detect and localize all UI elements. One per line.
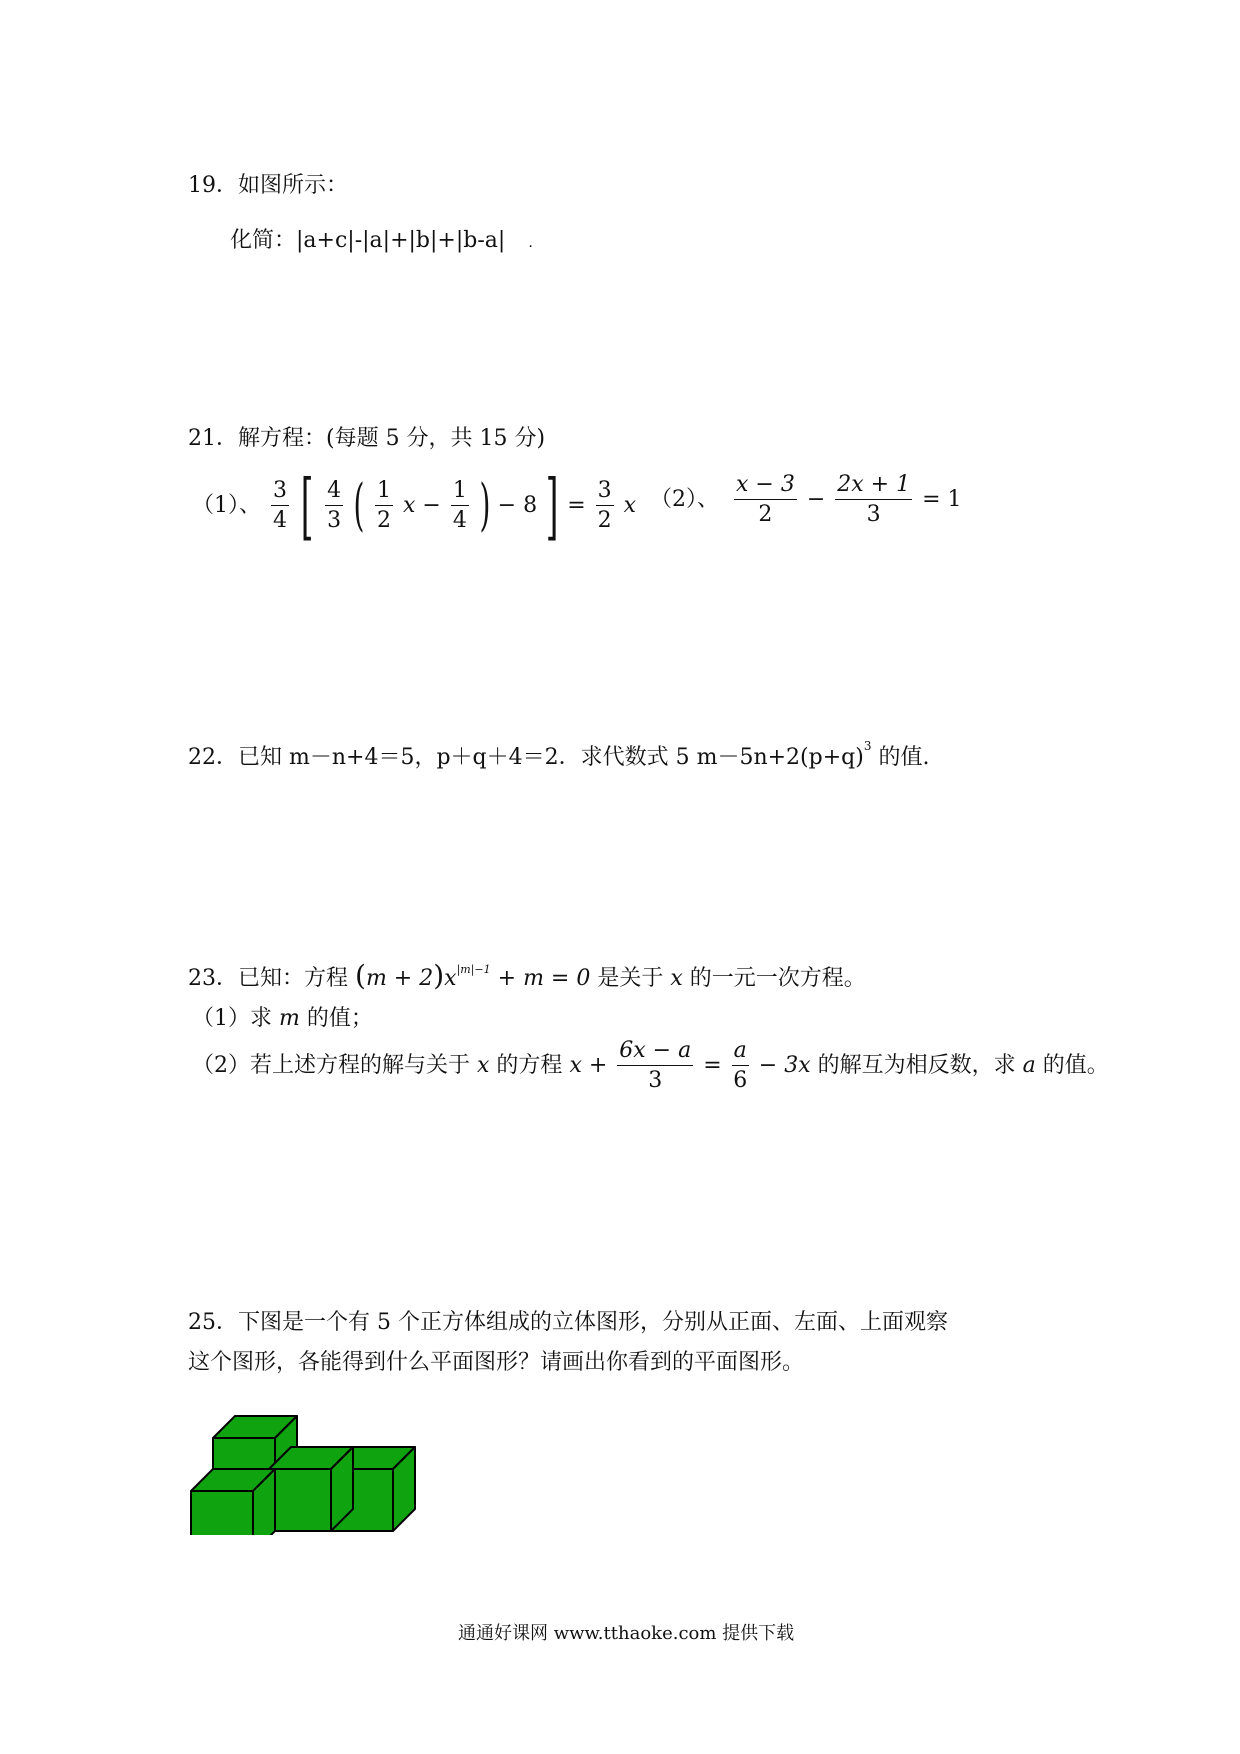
frac-x-3-over-2: $\frac{x - 3}{2}$ [736,472,795,527]
q23-title: 23．已知：方程 $(m + 2)x^{|m|-1} + m = 0$ 是关于 x 的一元一次方程。 [188,959,866,992]
cube-figure [185,1400,435,1535]
q22-text: 22．已知 m－n+4＝5，p＋q＋4＝2．求代数式 5 $m-5n+2(p+q)^3$ 的值. [188,739,930,770]
frac-3-4: $\frac{3}{4}$ [273,478,287,533]
q23-part1: （1）求 m 的值； [192,1006,373,1031]
q23-part2: （2）若上述方程的解与关于 x 的方程 x + $\frac{6x - a}{3}$ = $\frac{a}{6}$ − 3x 的解互为相反数，求 a 的值。 [192,1038,1109,1093]
cube-front-left [191,1469,275,1535]
frac-1-4: $\frac{1}{4}$ [452,478,467,533]
q21-equation-1: （1）、 $\frac{3}{4}$ [ $\frac{4}{3}$ ( $\frac{1}{2}$ x − $\frac{1}{4}$ ) − 8 ] = $\frac{3}{2}$ x [192,464,637,548]
frac-3-2: $\frac{3}{2}$ [597,478,612,533]
q21-part1-label: （1）、 [192,493,261,518]
footer-text: 通通好课网 www.tthaoke.com 提供下载 [458,1623,795,1644]
frac-6x-a-over-3: $\frac{6x - a}{3}$ [619,1038,692,1093]
q21-title: 21．解方程：(每题 5 分，共 15 分) [188,426,546,451]
q19-title: 19．如图所示： [188,173,348,198]
q25-line2: 这个图形，各能得到什么平面图形？请画出你看到的平面图形。 [188,1350,805,1375]
q21-equation-2: （2）、 $\frac{x - 3}{2}$ − $\frac{2x + 1}{3}$ = 1 [650,472,962,527]
frac-4-3: $\frac{4}{3}$ [327,478,342,533]
frac-2x-1-over-3: $\frac{2x + 1}{3}$ [837,472,911,527]
q21-part2-label: （2）、 [650,487,719,512]
frac-1-2: $\frac{1}{2}$ [376,478,391,533]
frac-a-over-6: $\frac{a}{6}$ [733,1038,748,1093]
cube-right-1 [269,1447,353,1531]
q19-simplify: 化简：|a+c|-|a|+|b|+|b-a| . [230,228,533,253]
q25-line1: 25．下图是一个有 5 个正方体组成的立体图形，分别从正面、左面、上面观察 [188,1310,948,1335]
